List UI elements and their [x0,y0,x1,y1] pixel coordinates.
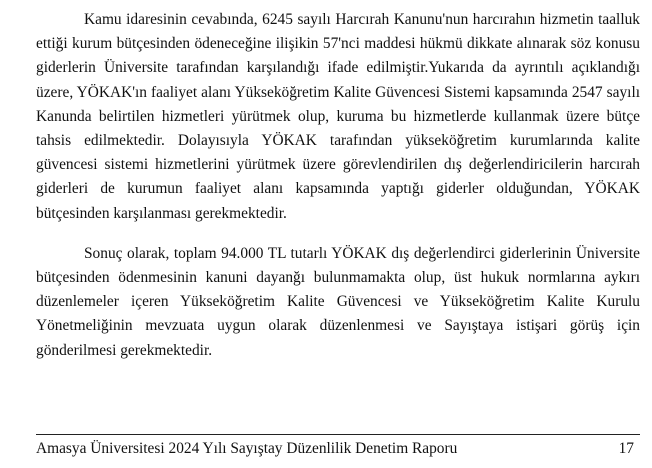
report-body [36,8,640,363]
footer-report-title: Amasya Üniversitesi 2024 Yılı Sayıştay Düzenlilik Denetim Raporu [36,440,458,457]
paragraph-agency-response: Kamu idaresinin cevabında, 6245 sayılı Harcırah Kanunu'nun harcırahın hizmetin taalluk ettiği kurum bütçesinden ödeneceğine ilişikin 57'nci maddesi hükmü dikkate alınarak söz konusu giderlerin Üniversite tarafından karşılandığı ifade edilmiştir.Yukarıda da ayrıntılı açıklandığı üzere, YÖKAK'ın faaliyet alanı Yükseköğretim Kalite Güvencesi Sistemi kapsamında 2547 sayılı Kanunda belirtilen hizmetleri yürütmek olup, kuruma bu hizmetlerde kullanmak üzere bütçe tahsis edilmektedir. Dolayısıyla YÖKAK tarafından yükseköğretim kurumlarında kalite güvencesi sistemi hizmetlerini yürütmek üzere görevlendirilen dış değerlendiricilerin harcırah giderleri de kurumun faaliyet alanı kapsamında yaptığı giderler olduğundan, YÖKAK bütçesinden karşılanması gerekmektedir. [36,11,640,222]
paragraph-conclusion: Sonuç olarak, toplam 94.000 TL tutarlı YÖKAK dış değerlendirci giderlerinin Üniversite bütçesinden ödenmesinin kanuni dayanğı bulunmamakta olup, üst hukuk normlarına aykırı düzenlemeler içeren Yükseköğretim Kalite Güvencesi ve Yükseköğretim Kalite Kurulu Yönetmeliğinin mevzuata uygun olarak düzenlenmesi ve Sayıştaya istişari görüş için gönderilmesi gerekmektedir. [36,244,640,359]
page-number: 17 [618,440,634,457]
footer-divider [36,434,640,435]
page-footer [36,438,640,460]
